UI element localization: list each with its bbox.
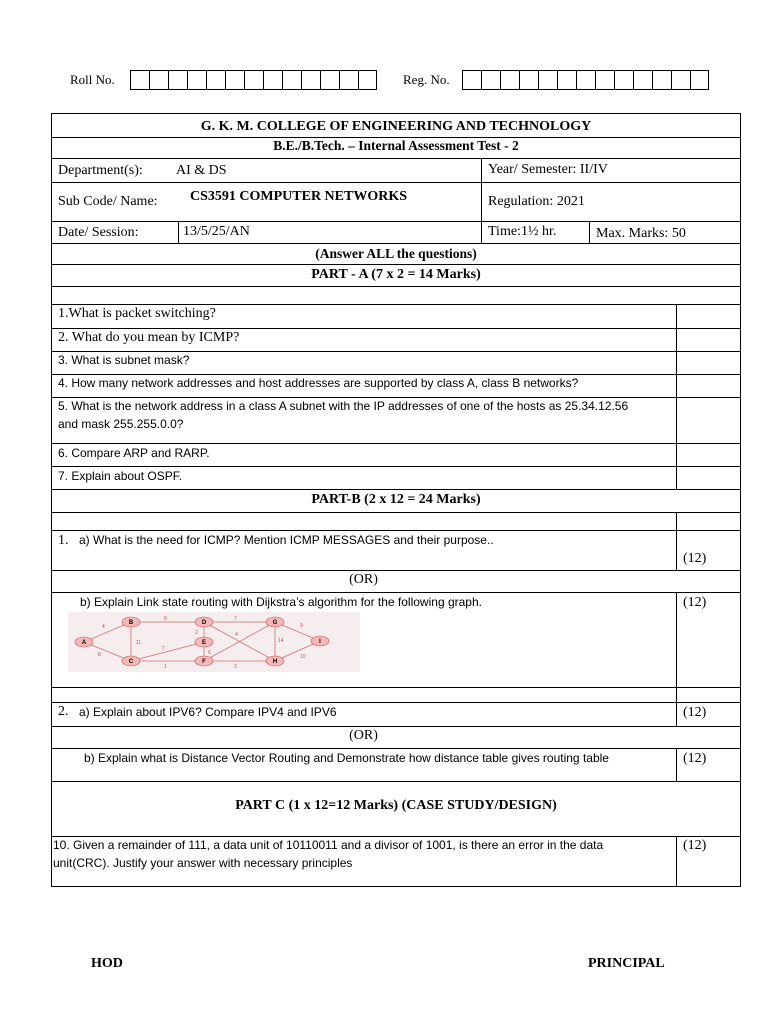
time-duration: Time:1½ hr. <box>488 224 557 239</box>
department-label: Department(s): <box>58 163 143 178</box>
part-c-question-10: 10. Given a remainder of 111, a data unit of 10110011 and a divisor of 1001, is there an error in the data <box>53 838 604 852</box>
part-b-q2b: b) Explain what is Distance Vector Routing and Demonstrate how distance table gives routing table <box>84 751 609 765</box>
weight-d-h: 4 <box>235 632 238 638</box>
roll-no-label: Roll No. <box>70 72 115 87</box>
dijkstra-graph-figure <box>68 612 360 672</box>
part-b-q2-number: 2. <box>58 704 69 719</box>
weight-e-f: 6 <box>208 650 211 656</box>
part-a-question-4: 4. How many network addresses and host addresses are supported by class A, class B networks? <box>58 376 579 390</box>
node-d-label: D <box>201 620 207 626</box>
node-i-label: I <box>319 639 321 645</box>
weight-b-c: 11 <box>136 640 142 646</box>
test-title: B.E./B.Tech. – Internal Assessment Test - 2 <box>273 138 519 153</box>
part-a-question-5-cont: and mask 255.255.0.0? <box>58 417 184 431</box>
subject-label: Sub Code/ Name: <box>58 194 158 209</box>
part-a-question-3: 3. What is subnet mask? <box>58 353 190 367</box>
part-c-title: PART C (1 x 12=12 Marks) (CASE STUDY/DESIGN) <box>235 798 557 813</box>
part-a-question-1: 1.What is packet switching? <box>58 306 216 321</box>
college-name: G. K. M. COLLEGE OF ENGINEERING AND TECHNOLOGY <box>200 119 592 134</box>
part-c-q10-marks: (12) <box>683 838 707 853</box>
node-h-label: H <box>272 659 278 665</box>
reg-no-boxes[interactable] <box>462 70 709 90</box>
node-b-label: B <box>128 620 134 626</box>
node-a-label: A <box>81 640 87 646</box>
weight-a-b: 4 <box>102 624 105 630</box>
regulation: Regulation: 2021 <box>488 194 585 209</box>
weight-d-g: 7 <box>234 616 237 622</box>
weight-h-i: 10 <box>300 654 306 660</box>
part-b-q2a: a) Explain about IPV6? Compare IPV4 and IPV6 <box>79 705 337 719</box>
weight-d-e: 2 <box>195 630 198 636</box>
weight-g-h: 14 <box>278 638 284 644</box>
hod-signature-label: HOD <box>91 956 123 971</box>
part-b-q2a-marks: (12) <box>683 705 707 720</box>
part-b-q1b-marks: (12) <box>683 595 707 610</box>
node-c-label: C <box>128 659 134 665</box>
node-g-label: G <box>272 620 278 626</box>
weight-g-i: 9 <box>300 623 303 629</box>
part-b-title: PART-B (2 x 12 = 24 Marks) <box>311 492 481 507</box>
node-f-label: F <box>202 659 206 665</box>
part-b-q1a: a) What is the need for ICMP? Mention ICMP MESSAGES and their purpose.. <box>79 533 494 547</box>
part-c-question-10-cont: unit(CRC). Justify your answer with necessary principles <box>53 856 353 870</box>
instructions: (Answer ALL the questions) <box>315 246 477 261</box>
weight-c-e: 7 <box>162 646 165 652</box>
subject-value: CS3591 COMPUTER NETWORKS <box>190 189 408 204</box>
weight-b-d: 8 <box>164 616 167 622</box>
part-a-question-2: 2. What do you mean by ICMP? <box>58 330 240 345</box>
year-semester: Year/ Semester: II/IV <box>488 162 608 177</box>
part-b-q2b-marks: (12) <box>683 751 707 766</box>
principal-signature-label: PRINCIPAL <box>588 956 665 971</box>
max-marks: Max. Marks: 50 <box>596 226 686 241</box>
node-e-label: E <box>201 640 207 646</box>
department-value: AI & DS <box>176 163 227 178</box>
part-a-question-6: 6. Compare ARP and RARP. <box>58 446 210 460</box>
weight-f-h: 2 <box>234 664 237 670</box>
weight-a-c: 8 <box>98 652 101 658</box>
weight-c-f: 1 <box>164 664 167 670</box>
reg-no-label: Reg. No. <box>403 72 450 87</box>
part-b-q1b: b) Explain Link state routing with Dijkstra’s algorithm for the following graph. <box>80 595 482 609</box>
part-a-question-5: 5. What is the network address in a class A subnet with the IP addresses of one of the hosts as 25.34.12.56 <box>58 399 629 413</box>
date-label: Date/ Session: <box>58 225 139 240</box>
roll-no-boxes[interactable] <box>130 70 377 90</box>
or-separator-2: (OR) <box>349 728 378 743</box>
part-b-q1-number: 1. <box>58 533 69 548</box>
date-value: 13/5/25/AN <box>183 224 250 239</box>
part-b-q1a-marks: (12) <box>683 551 707 566</box>
or-separator-1: (OR) <box>349 572 378 587</box>
part-a-title: PART - A (7 x 2 = 14 Marks) <box>311 267 481 282</box>
part-a-question-7: 7. Explain about OSPF. <box>58 469 183 483</box>
